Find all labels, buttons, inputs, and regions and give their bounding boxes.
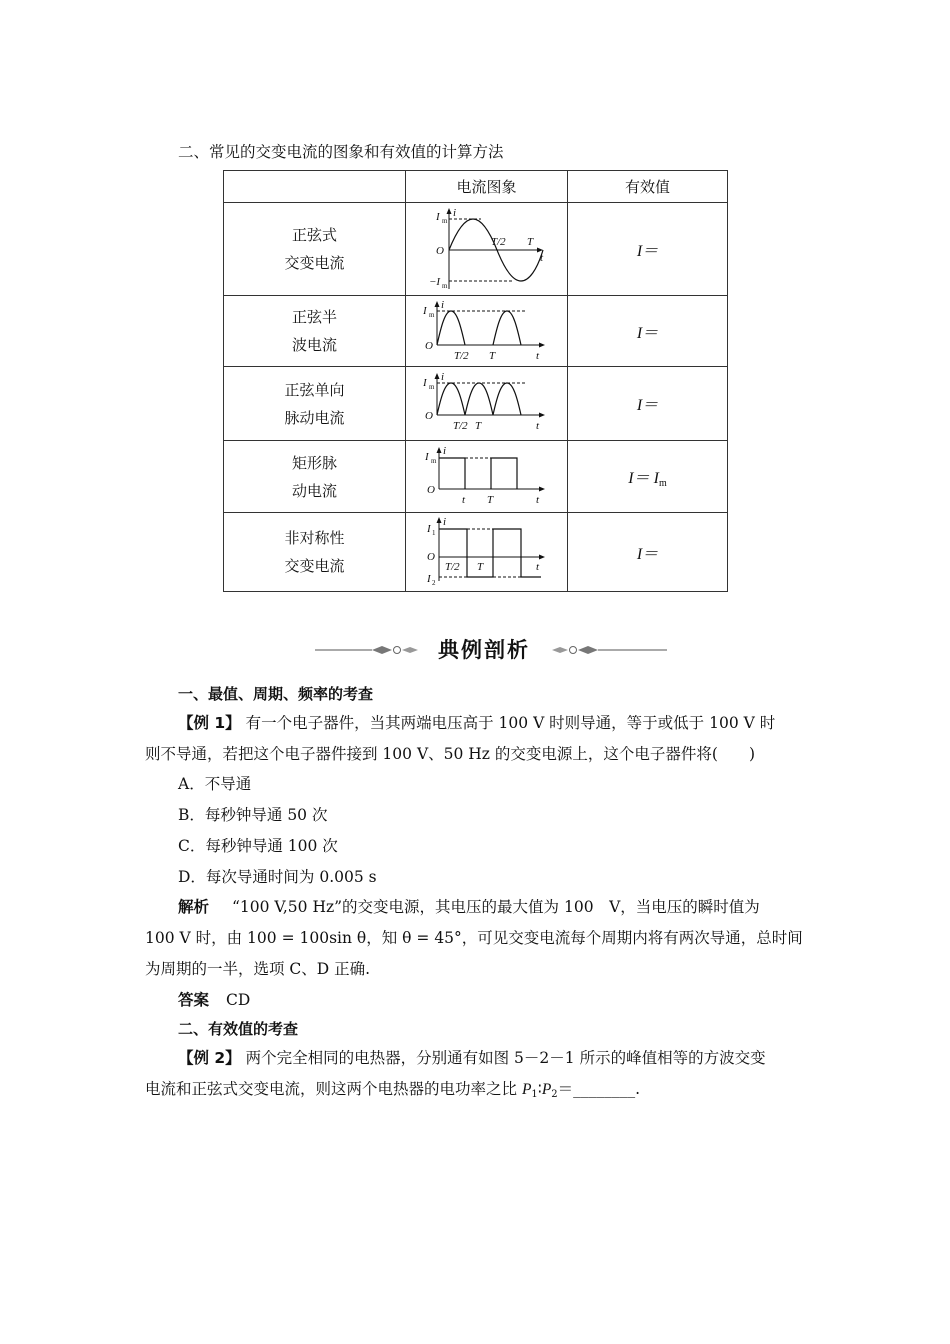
value-cell [568, 441, 728, 513]
graph-label-negIm: −I [429, 276, 441, 288]
analysis-line2: 100 V 时，由 100 = 100sin θ，知 θ = 45°，可见交变电流每个周期内将有两次导通，总时间 [145, 929, 803, 947]
option-a: A．不导通 [178, 775, 252, 793]
graph-label-Im: I [436, 211, 440, 223]
value-cell: I＝ [568, 513, 728, 592]
graph-cell [406, 296, 568, 367]
graph-label-sub-m: m [429, 311, 435, 319]
answer-label: 答案 [178, 991, 210, 1009]
graph-cell [406, 441, 568, 513]
row-name-cell [224, 367, 406, 441]
graph-label-T: T [527, 236, 534, 248]
graph-label-T2: T/2 [445, 561, 460, 573]
row-name-line: 脉动电流 [284, 408, 345, 427]
graph-label-Im: I [425, 450, 429, 463]
graph-label-Im: I [423, 305, 427, 317]
example2-text: 两个完全相同的电热器，分别通有如图 5－2－1 所示的峰值相等的方波交变 [245, 1049, 766, 1067]
value-cell: I＝ [568, 203, 728, 296]
part2-heading: 二、有效值的考查 [178, 1020, 299, 1038]
row-name-line: 动电流 [291, 481, 337, 500]
graph-label-sub-m: m [442, 217, 448, 225]
row-name-cell [224, 441, 406, 513]
half-wave-graph [409, 299, 549, 363]
power-sub-1: 1 [531, 1089, 538, 1100]
graph-label-sub-m: m [429, 382, 435, 391]
graph-label-O: O [425, 340, 433, 352]
example1-line2: 则不导通，若把这个电子器件接到 100 V、50 Hz 的交变电源上，这个电子器件将( ) [145, 745, 755, 763]
table-header-cell [224, 171, 406, 203]
analysis-text: “100 V,50 Hz”的交变电源，其电压的最大值为 100 V，当电压的瞬时值为 [231, 898, 760, 916]
row-name-line: 正弦半 [291, 308, 337, 326]
graph-label-t: t [462, 493, 466, 506]
row-name-cell [224, 296, 406, 367]
example1-line1 [178, 711, 775, 733]
option-b: B．每秒钟导通 50 次 [178, 806, 328, 824]
value-cell: I＝ [568, 367, 728, 441]
graph-label-t: t [536, 493, 540, 506]
graph-label-Im: I [423, 376, 427, 389]
row-name-line: 非对称性 [284, 529, 345, 547]
graph-label-I1: I [427, 523, 431, 535]
graph-label-O: O [425, 409, 433, 422]
graph-label-i: i [443, 516, 447, 528]
graph-label-T: T [475, 419, 482, 432]
graph-label-O: O [427, 483, 435, 496]
example1-label: 【例 1】 [178, 714, 241, 732]
table-row [224, 441, 728, 513]
analysis-line1 [178, 895, 760, 917]
option-c: C．每秒钟导通 100 次 [178, 837, 338, 855]
graph-label-sub-m: m [431, 456, 437, 465]
graph-label-T: T [477, 561, 484, 573]
example2-line2 [145, 1077, 640, 1100]
row-name-line: 正弦式 [291, 226, 337, 244]
table-header-cell: 电流图象 [406, 171, 568, 203]
table-header-row [224, 171, 728, 203]
answer-line [178, 988, 250, 1010]
answer-blank: ＝________. [557, 1080, 641, 1098]
part1-heading: 一、最值、周期、频率的考查 [178, 685, 374, 703]
rectangular-pulse-graph [409, 445, 549, 509]
graph-label-T: T [489, 350, 496, 362]
graph-label-T2: T/2 [491, 236, 506, 248]
value-sub: m [658, 477, 667, 489]
answer-value: CD [225, 991, 251, 1009]
row-name-line: 正弦单向 [284, 380, 345, 399]
table-row [224, 513, 728, 592]
table-header-cell: 有效值 [568, 171, 728, 203]
graph-label-I2: I [427, 573, 431, 585]
table-row [224, 367, 728, 441]
graph-label-i: i [443, 444, 447, 457]
row-name-line: 波电流 [291, 336, 337, 354]
sine-graph [409, 205, 549, 293]
value-cell: I＝ [568, 296, 728, 367]
graph-cell [406, 513, 568, 592]
graph-label-sub-m: m [442, 282, 448, 290]
power-symbol: P [541, 1081, 552, 1098]
value-main: I＝ I [628, 469, 659, 487]
graph-label-T: T [487, 493, 494, 506]
power-sub-2: 2 [551, 1089, 558, 1100]
graph-cell [406, 203, 568, 296]
option-d: D．每次导通时间为 0.005 s [178, 868, 377, 886]
full-wave-graph [409, 371, 549, 437]
row-name-cell [224, 203, 406, 296]
graph-label-t: t [536, 419, 540, 432]
row-name-line: 矩形脉 [291, 453, 337, 472]
graph-label-i: i [441, 299, 445, 311]
asymmetric-graph [409, 515, 549, 589]
ac-current-table [223, 170, 728, 592]
graph-label-sub-2: 2 [432, 579, 436, 587]
graph-label-O: O [427, 551, 435, 563]
example1-text: 有一个电子器件，当其两端电压高于 100 V 时则导通，等于或低于 100 V 时 [245, 714, 776, 732]
graph-label-t: t [536, 350, 540, 362]
section-banner [300, 632, 680, 666]
graph-label-T2: T/2 [453, 419, 468, 432]
ratio-colon: ∶ [537, 1080, 542, 1098]
graph-cell [406, 367, 568, 441]
example2-label: 【例 2】 [178, 1049, 241, 1067]
power-symbol: P [521, 1081, 532, 1098]
graph-label-sub-1: 1 [432, 529, 436, 537]
graph-label-i: i [453, 207, 457, 219]
table-row [224, 296, 728, 367]
example2-line1 [178, 1046, 766, 1068]
row-name-line: 交变电流 [284, 254, 345, 272]
graph-label-T2: T/2 [454, 350, 469, 362]
graph-label-t: t [540, 252, 544, 264]
row-name-cell [224, 513, 406, 592]
banner-title: 典例剖析 [438, 638, 530, 662]
graph-label-t: t [536, 561, 540, 573]
row-name-line: 交变电流 [284, 557, 345, 575]
analysis-line3: 为周期的一半，选项 C、D 正确. [145, 960, 371, 978]
table-row [224, 203, 728, 296]
analysis-label: 解析 [178, 898, 210, 916]
graph-label-O: O [436, 245, 444, 257]
graph-label-i: i [441, 370, 445, 383]
section-title: 二、常见的交变电流的图象和有效值的计算方法 [178, 143, 504, 161]
example2-line2-text: 电流和正弦式交变电流，则这两个电热器的电功率之比 [145, 1080, 522, 1098]
